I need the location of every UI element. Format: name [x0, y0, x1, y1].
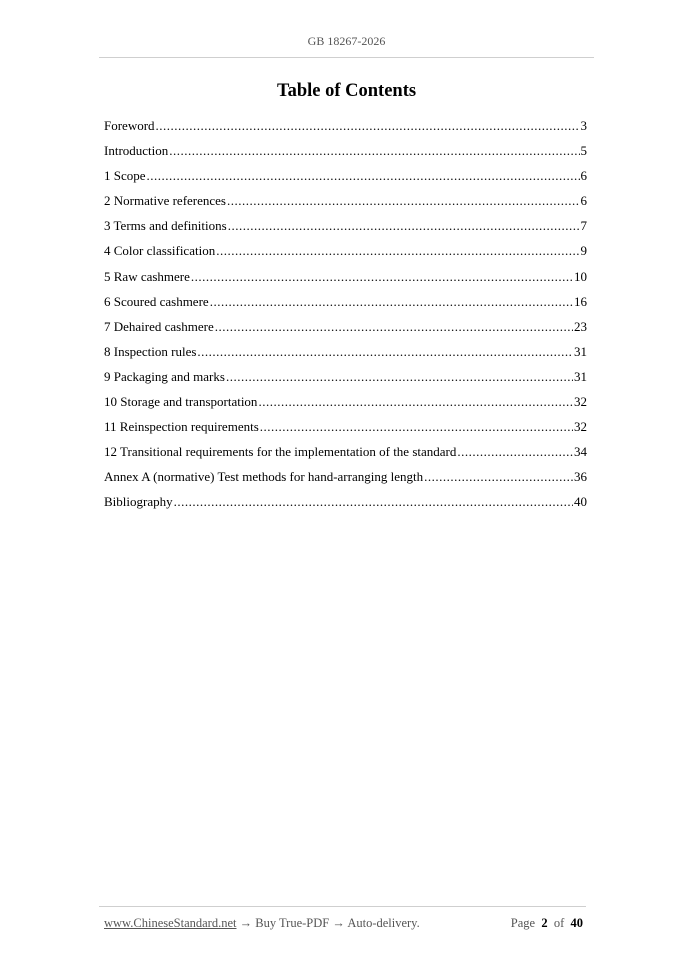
toc-entry-transitional-requirements[interactable] [104, 442, 587, 467]
page-title: Table of Contents [276, 81, 417, 101]
toc-leader-dots [169, 141, 579, 161]
toc-entry-label: 4 Color classification [104, 243, 216, 259]
toc-leader-dots [215, 317, 573, 337]
header-divider [99, 57, 594, 58]
toc-entry-page: 16 [574, 293, 587, 309]
toc-entry-label: Bibliography [104, 494, 173, 510]
toc-entry-label: 2 Normative references [104, 193, 226, 209]
toc-leader-dots [227, 191, 580, 211]
toc-entry-page: 32 [574, 394, 587, 410]
toc-entry-normative-references[interactable] [104, 191, 587, 216]
toc-entry-page: 5 [580, 143, 587, 159]
toc-entry-introduction[interactable] [104, 141, 587, 166]
toc-leader-dots [191, 267, 573, 287]
toc-leader-dots [226, 367, 573, 387]
arrow-right-icon: → [332, 916, 345, 930]
toc-entry-page: 32 [574, 419, 587, 435]
toc-entry-dehaired-cashmere[interactable] [104, 317, 587, 342]
toc-entry-label: 12 Transitional requirements for the implementation of the standard [104, 444, 457, 460]
toc-leader-dots [260, 417, 573, 437]
buy-pdf-text: Buy True-PDF [255, 916, 330, 930]
toc-entry-foreword[interactable] [104, 116, 587, 141]
toc-entry-label: 11 Reinspection requirements [104, 419, 259, 435]
toc-leader-dots [156, 116, 580, 136]
toc-leader-dots [457, 442, 573, 462]
toc-leader-dots [216, 241, 579, 261]
toc-leader-dots [210, 292, 573, 312]
toc-entry-page: 23 [574, 318, 587, 334]
toc-leader-dots [174, 492, 573, 512]
toc-entry-reinspection[interactable] [104, 417, 587, 442]
total-pages: 40 [570, 916, 583, 930]
toc-entry-label: 7 Dehaired cashmere [104, 318, 214, 334]
toc-entry-annex-a[interactable] [104, 467, 587, 492]
toc-leader-dots [228, 216, 580, 236]
toc-entry-page: 31 [574, 343, 587, 359]
toc-entry-label: 8 Inspection rules [104, 343, 197, 359]
toc-entry-label: 1 Scope [104, 168, 146, 184]
toc-entry-scoured-cashmere[interactable] [104, 292, 587, 317]
current-page: 2 [541, 916, 548, 930]
toc-entry-page: 31 [574, 368, 587, 384]
toc-entry-label: 3 Terms and definitions [104, 218, 227, 234]
footer-divider [99, 906, 586, 907]
toc-entry-label: 6 Scoured cashmere [104, 293, 209, 309]
page-number [511, 916, 583, 931]
toc-entry-page: 6 [580, 168, 587, 184]
toc-leader-dots [197, 342, 573, 362]
footer-promo [104, 916, 420, 931]
toc-entry-page: 7 [580, 218, 587, 234]
toc-entry-label: Foreword [104, 118, 155, 133]
toc-entry-page: 3 [580, 118, 587, 133]
toc-entry-page: 9 [580, 243, 587, 259]
toc-entry-bibliography[interactable] [104, 492, 587, 517]
page-word: Page [510, 916, 536, 930]
toc-entry-label: Introduction [104, 143, 169, 159]
arrow-right-icon: → [239, 916, 253, 930]
toc-entry-packaging-marks[interactable] [104, 367, 587, 392]
table-of-contents [104, 116, 587, 518]
toc-leader-dots [424, 467, 573, 487]
toc-entry-page: 40 [574, 494, 587, 510]
toc-entry-label: 9 Packaging and marks [104, 368, 225, 384]
toc-leader-dots [147, 166, 580, 186]
toc-entry-terms-definitions[interactable] [104, 216, 587, 241]
toc-entry-page: 6 [580, 193, 587, 209]
toc-entry-page: 34 [574, 444, 587, 460]
toc-entry-inspection-rules[interactable] [104, 342, 587, 367]
toc-entry-raw-cashmere[interactable] [104, 267, 587, 292]
toc-entry-scope[interactable] [104, 166, 587, 191]
toc-entry-storage-transportation[interactable] [104, 392, 587, 417]
toc-entry-page: 10 [574, 268, 587, 284]
site-link[interactable]: www.ChineseStandard.net [104, 916, 237, 930]
document-header: GB 18267-2026 [307, 34, 386, 48]
toc-entry-label: Annex A (normative) Test methods for hand-arranging length [104, 469, 424, 485]
toc-entry-color-classification[interactable] [104, 241, 587, 266]
toc-entry-label: 5 Raw cashmere [104, 268, 190, 284]
toc-leader-dots [258, 392, 573, 412]
auto-delivery-text: Auto-delivery. [347, 916, 420, 930]
toc-entry-page: 36 [574, 469, 587, 485]
toc-entry-label: 10 Storage and transportation [104, 394, 258, 410]
of-word: of [553, 916, 565, 930]
